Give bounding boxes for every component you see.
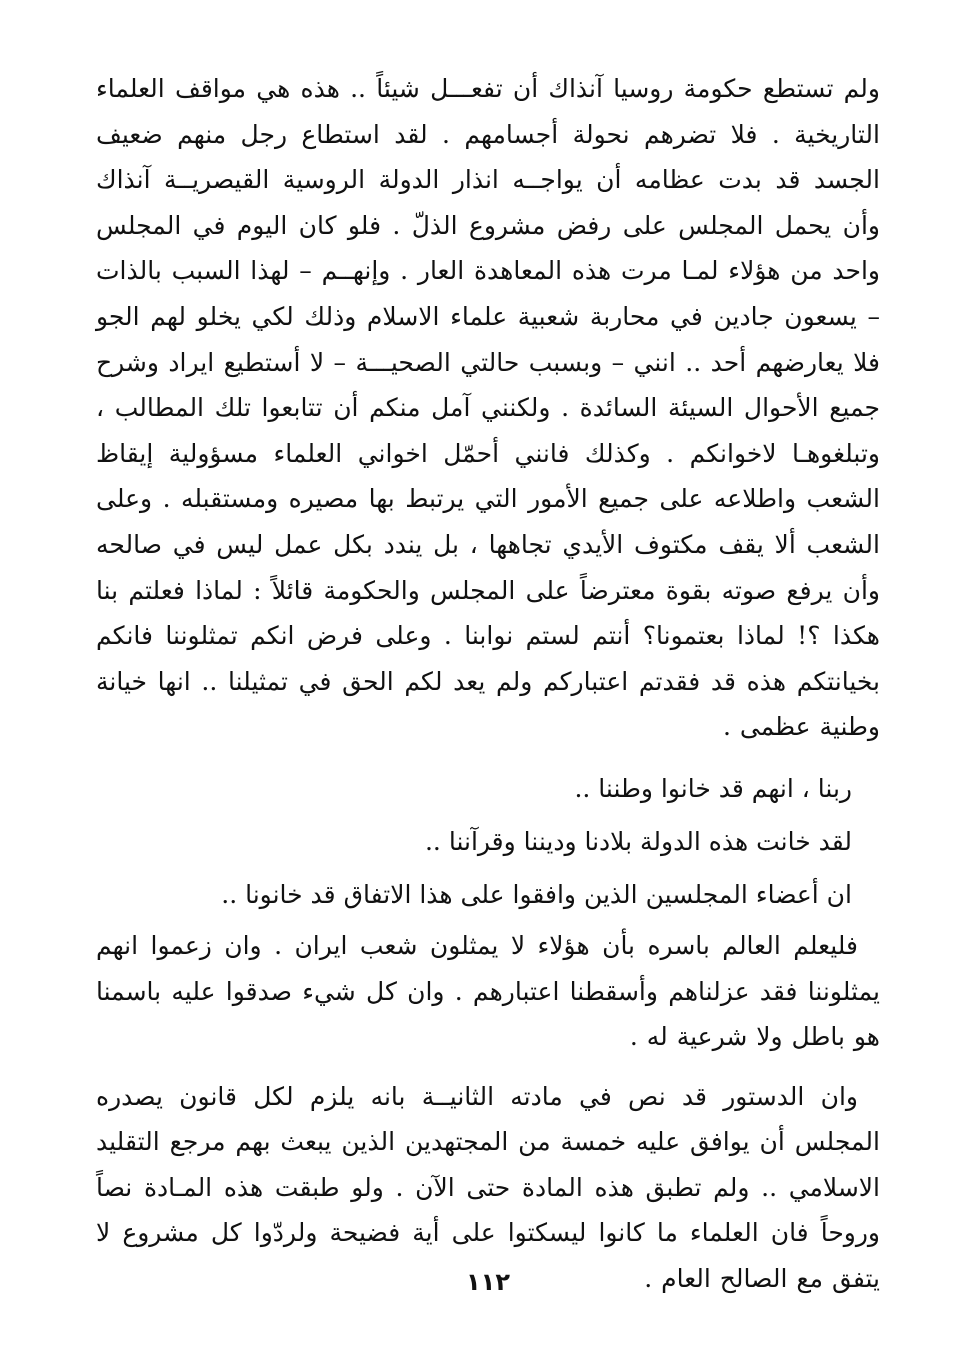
document-page — [96, 66, 880, 1294]
verse-line-1: ربنا ، انهم قد خانوا وطننا .. — [574, 773, 852, 803]
paragraph-3: وان الدستور قد نص في مادته الثانيــة بانه يلزم لكل قانون يصدره المجلس أن يوافق عليه خمسة من المجتهدين الذين يبعث بهم مرجع التقليد الاسلامي .. ولم تطبق هذه المادة حتى الآن . ولو طبقت هذه المـادة نصاً وروحاً فان العلماء ما كانوا ليسكتوا على أية فضيحة ولردّوا كل مشروع لا يتفق مع الصالح العام . — [96, 1081, 880, 1294]
paragraph-2: فليعلم العالم باسره بأن هؤلاء لا يمثلون شعب ايران . وان زعموا انهم يمثلوننا فقد عزلناهم وأسقطنا اعتبارهم . وان كل شيء صدقوا عليه باسمنا هو باطل ولا شرعية له . — [96, 930, 880, 1052]
verse-block — [96, 762, 880, 921]
paragraph-gap — [96, 1060, 880, 1074]
verse-line-3: ان أعضاء المجلسين الذين وافقوا على هذا الاتفاق قد خانونا .. — [221, 879, 852, 909]
paragraph-1: ولم تستطع حكومة روسيا آنذاك أن تفعـــل شيئاً .. هذه هي مواقف العلماء التاريخية . فلا تضرهم نحولة أجسامهم . لقد استطاع رجل منهم ضعيف الجسد قد بدت عظامه أن يواجــه انذار الدولة الروسية القيصريــة آنذاك وأن يحمل المجلس على رفض مشروع الذلّ . فلو كان اليوم في المجلس واحد من هؤلاء لمـا مرت هذه المعاهدة العار . وإنهــم – لهذا السبب بالذات – يسعون جادين في محاربة شعبية علماء الاسلام وذلك لكي يخلو لهم الجو فلا يعارضهم أحد .. انني – وبسبب حالتي الصحيـــة – لا أستطيع ايراد وشرح جميع الأحوال السيئة السائدة . ولكنني آمل منكم أن تتابعوا تلك المطالب ، وتبلغوهـا لاخوانكم . وكذلك فانني أحمّل اخواني العلماء مسؤولية إيقاظ الشعب واطلاعه على جميع الأمور التي يرتبط بها مصيره ومستقبله . وعلى الشعب ألا يقف مكتوف الأيدي تجاهها ، بل يندد بكل عمل ليس في صالحه وأن يرفع صوته بقوة معترضاً على المجلس والحكومة قائلاً : لماذا فعلتم بنا هكذا ؟! لماذا بعتمونا؟ أنتم لستم نوابنا . وعلى فرض انكم تمثلوننا فانكم بخيانتكم هذه قد فقدتم اعتباركم ولم يعد لكم الحق في تمثيلنا .. انها خيانة وطنية عظمى . — [96, 74, 880, 742]
verse-line-2: لقد خانت هذه الدولة بلادنا وديننا وقرآننا .. — [424, 826, 852, 856]
page-number: ١١٢ — [466, 1268, 510, 1296]
